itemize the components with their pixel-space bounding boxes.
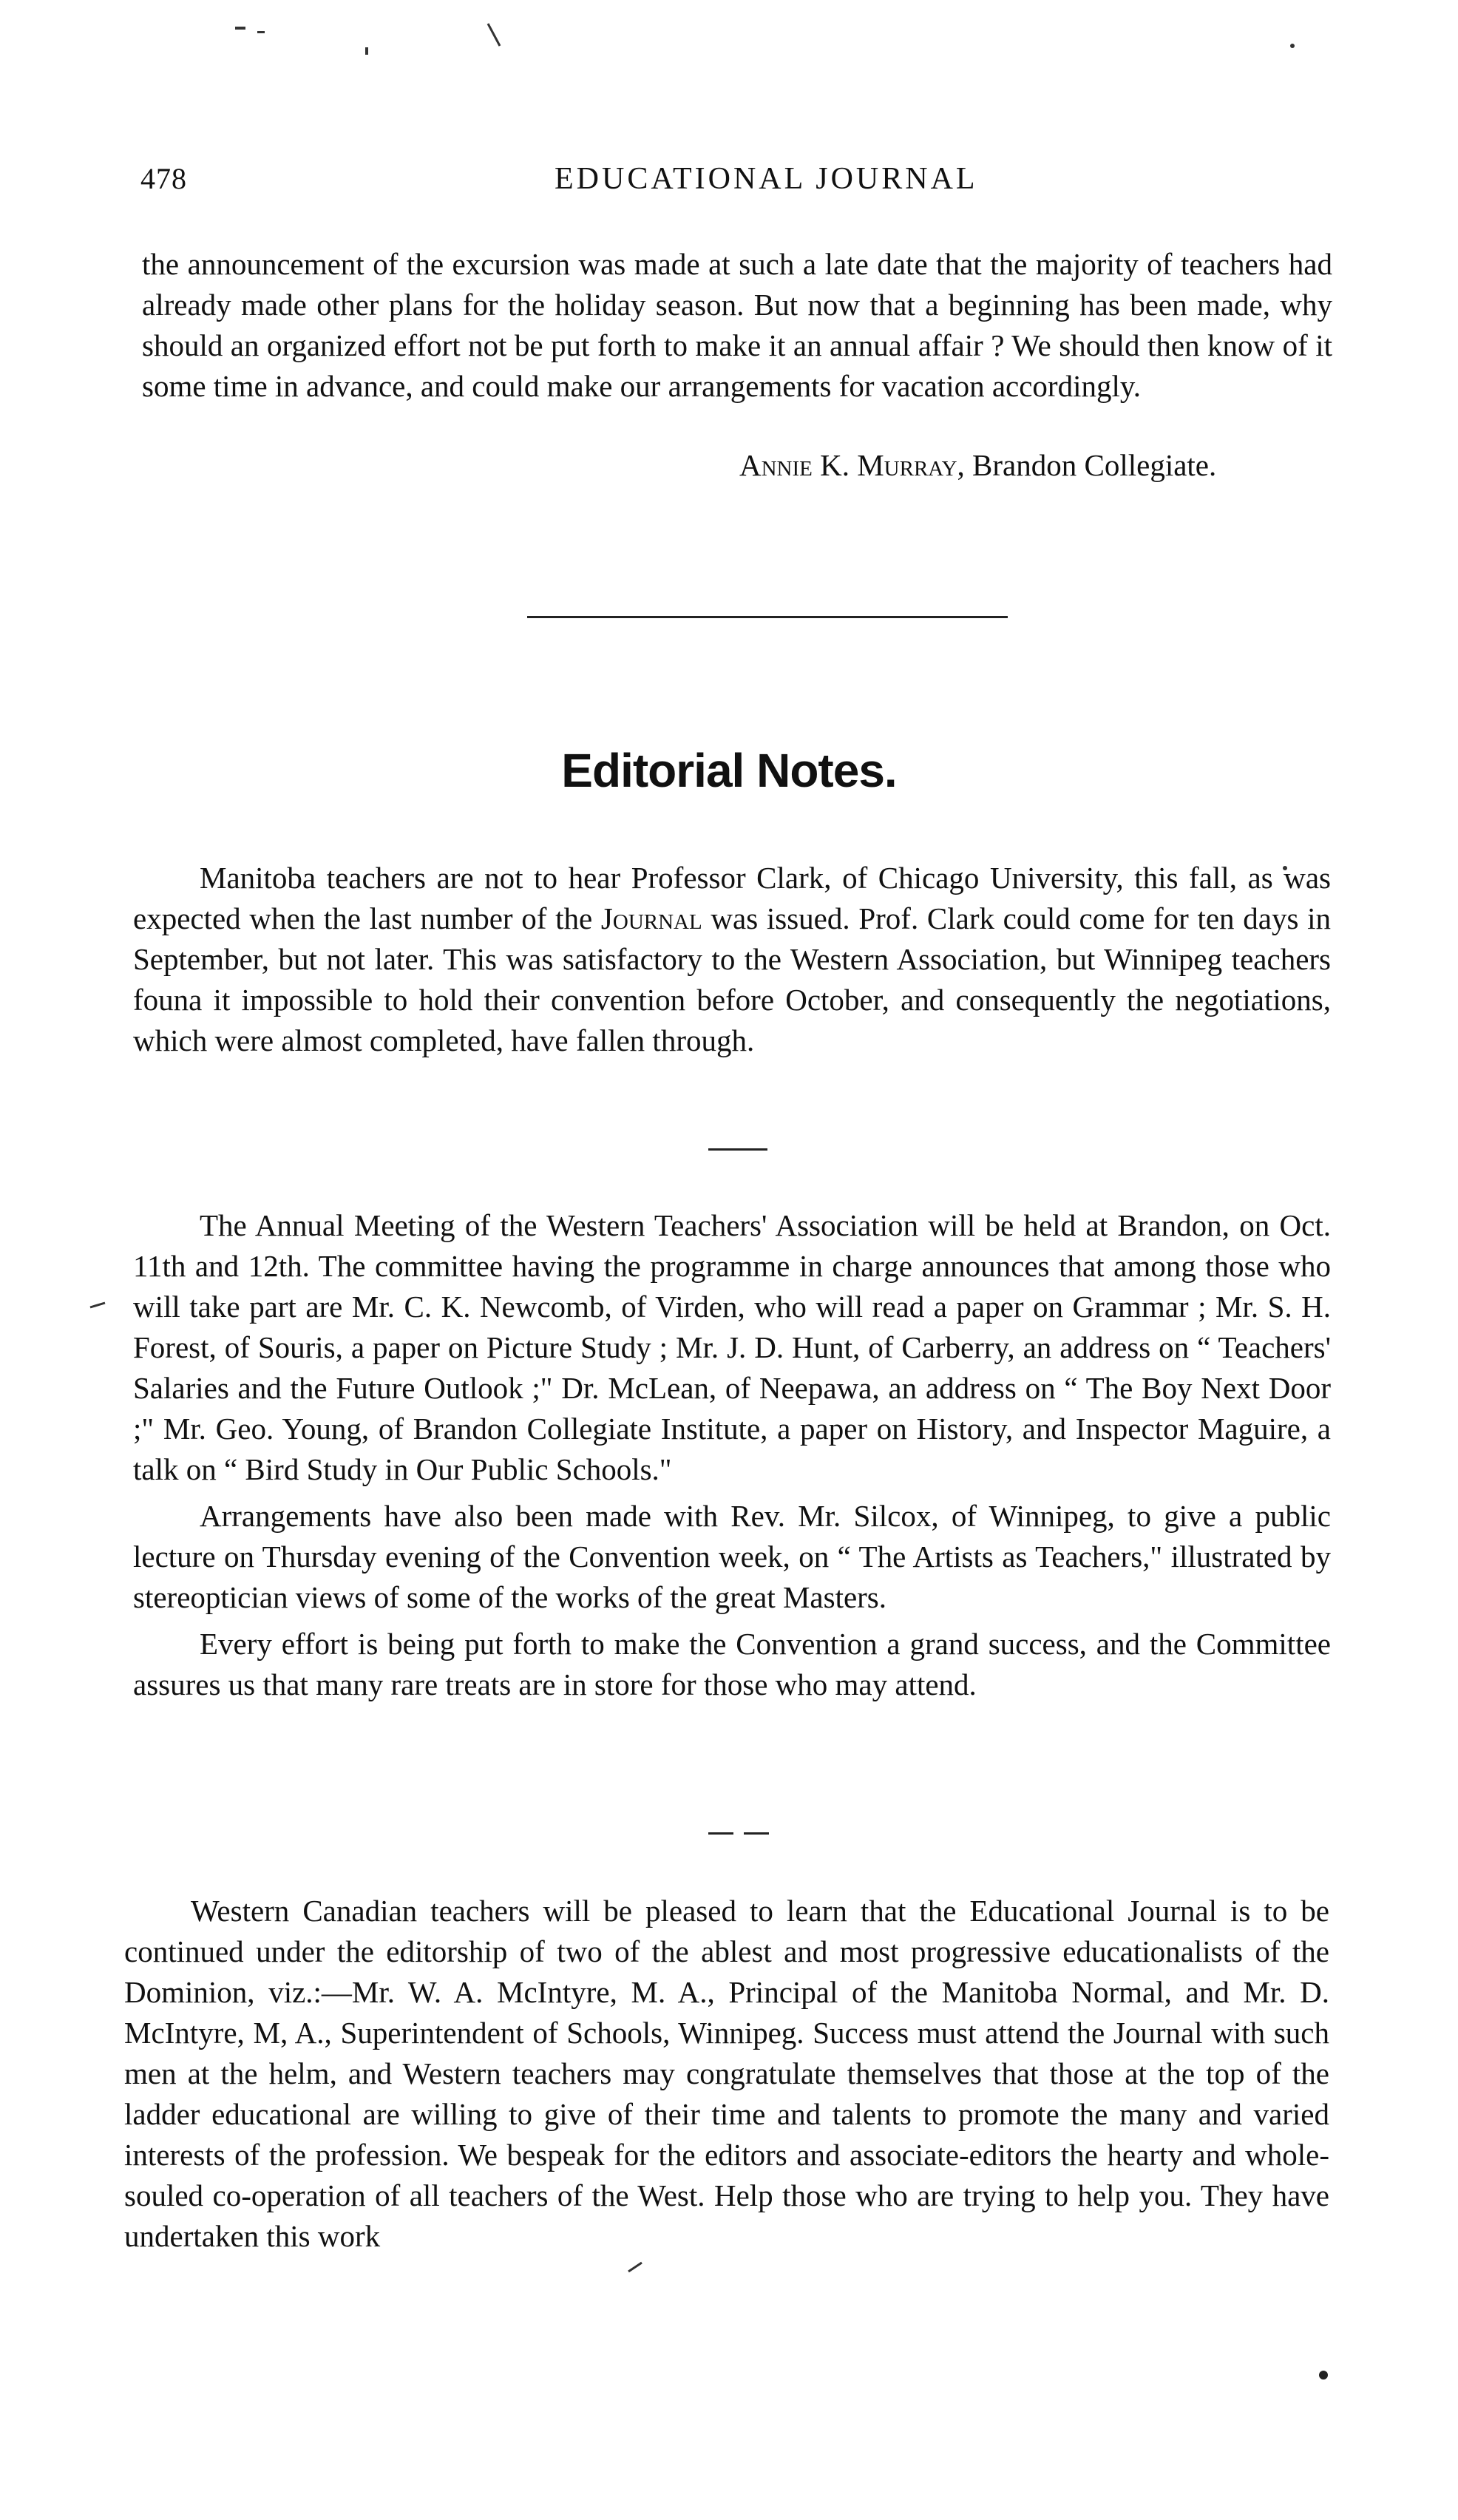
page-header — [140, 161, 1323, 206]
note-clark-text-2: was issued. Prof. Clark could come for ten days in September, but not later. This was satisfactory to the Western Association, but Winnipeg teachers founa it impossible to hold their convention before October, and consequently the negotiations, which were almost completed, have fallen through. — [133, 901, 1332, 1057]
note-divider — [708, 1148, 767, 1151]
annual-meeting-paragraph: The Annual Meeting of the Western Teachers' Association will be held at Brandon, on Oct. 11th and 12th. The committee having the programme in charge announces that among those who will take part are Mr. C. K. Newcomb, of Virden, who will read a paper on Grammar ; Mr. S. H. Forest, of Souris, a paper on Picture Study ; Mr. J. D. Hunt, of Carberry, an address on “ Teachers' Salaries and the Future Outlook ;" Dr. McLean, of Neepawa, an address on “ The Boy Next Door ;" Mr. Geo. Young, of Brandon Collegiate Institute, a paper on History, and Inspector Maguire, a talk on “ Bird Study in Our Public Schools." — [133, 1208, 1331, 1486]
note-divider-short-b — [744, 1832, 769, 1835]
note-divider-short-a — [708, 1832, 733, 1835]
letter-signature — [739, 445, 1216, 486]
page-number: 478 — [140, 162, 187, 195]
every-effort-paragraph: Every effort is being put forth to make the Convention a grand success, and the Committee assures us that many rare treats are in store for those who may attend. — [133, 1627, 1331, 1701]
speck — [1319, 2371, 1328, 2380]
note-editorship — [124, 1891, 1329, 2257]
section-title: Editorial Notes. — [561, 744, 897, 797]
silcox-paragraph: Arrangements have also been made with Rev. Mr. Silcox, of Winnipeg, to give a public lecture on Thursday evening of the Convention week, on “ The Artists as Teachers," illustrated by stereoptician views of some of the works of the great Masters. — [133, 1499, 1331, 1614]
speck — [235, 27, 245, 30]
signature-place: , Brandon Collegiate. — [957, 448, 1217, 482]
journal-word: Journal — [600, 901, 702, 935]
note-clark-paragraph — [133, 858, 1331, 1061]
letter-closing-paragraph: the announcement of the excursion was made at such a late date that the majority of teachers had already made other plans for the holiday season. But now that a beginning has been made, why should an organized effort not be put forth to make it an annual affair ? We should then know of it some time in advance, and could make our arrangements for vacation accordingly. — [142, 247, 1332, 403]
editorship-paragraph: Western Canadian teachers will be pleased to learn that the Educational Journal is to be continued under the editorship of two of the ablest and most progressive educationalists of the Dominion, viz.:—Mr. W. A. McIntyre, M. A., Principal of the Manitoba Normal, and Mr. D. McIntyre, M, A., Superintendent of Schools, Winnipeg. Success must attend the Journal with such men at the helm, and Western teachers may congratulate themselves that those at the top of the ladder educational are willing to give of their time and talents to promote the many and varied interests of the profession. We bespeak for the editors and associate-editors the hearty and whole-souled co-operation of all teachers of the West. Help those who are trying to help you. They have undertaken this work — [124, 1894, 1329, 2253]
note-clark-text-1: Manitoba teachers are not to hear Professor Clark, of Chicago University, this fall, as was expected when the last number of the — [133, 861, 1331, 935]
section-divider — [527, 616, 1008, 618]
speck — [257, 31, 265, 33]
note-clark — [133, 858, 1331, 1061]
letter-closing — [142, 244, 1332, 407]
signature-name: Annie K. Murray — [739, 448, 957, 482]
speck — [365, 47, 368, 55]
speck — [90, 1303, 105, 1307]
speck — [628, 2263, 642, 2272]
speck — [1290, 44, 1295, 48]
running-head: EDUCATIONAL JOURNAL — [555, 162, 978, 196]
speck — [488, 24, 500, 46]
note-annual-meeting — [133, 1205, 1331, 1711]
